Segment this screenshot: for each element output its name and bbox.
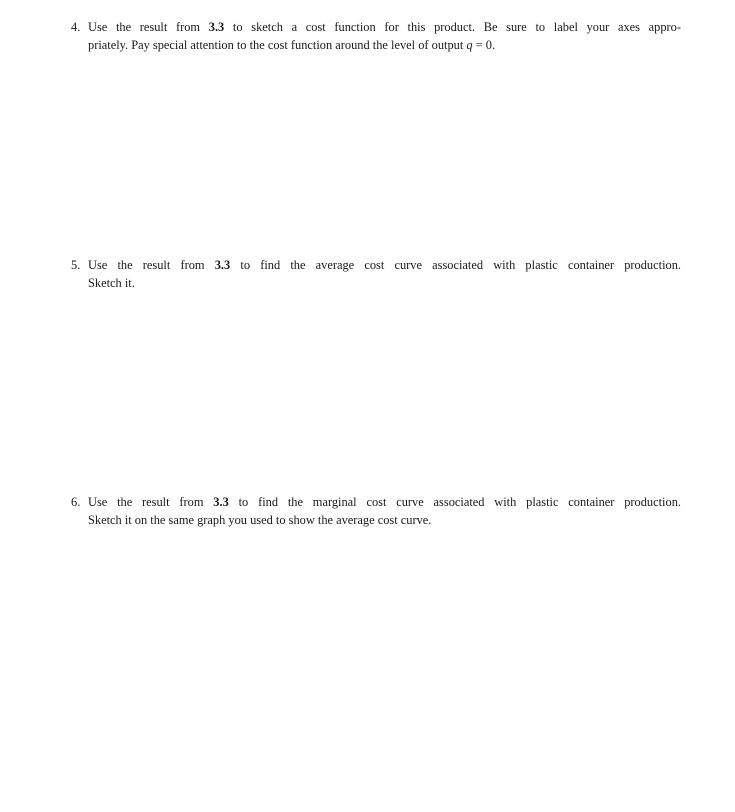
problem-5 — [71, 256, 681, 292]
problem-6-line-1 — [71, 493, 681, 511]
problem-text: to sketch a cost function for this product. Be sure to label your axes appro- — [224, 20, 681, 34]
problem-4-line-2 — [71, 36, 681, 54]
problem-5-line-1 — [71, 256, 681, 274]
problem-text: Use the result from — [88, 495, 214, 509]
section-reference: 3.3 — [208, 20, 225, 34]
problem-text: Use the result from — [88, 20, 209, 34]
problem-text: = 0. — [472, 38, 496, 52]
problem-4-line-1 — [71, 18, 681, 36]
problem-text: to find the average cost curve associated with plastic container production. — [230, 258, 681, 272]
problem-number: 6. — [71, 495, 81, 509]
math-variable: q — [466, 38, 473, 52]
problem-text: to find the marginal cost curve associated with plastic container production. — [228, 495, 681, 509]
problem-5-line-2: Sketch it. — [88, 276, 135, 290]
section-reference: 3.3 — [214, 258, 231, 272]
problem-number: 5. — [71, 258, 81, 272]
problem-text: priately. Pay special attention to the cost function around the level of output — [88, 38, 467, 52]
problem-number: 4. — [71, 20, 81, 34]
problem-text: Use the result from — [88, 258, 215, 272]
problem-6-line-2: Sketch it on the same graph you used to show the average cost curve. — [88, 513, 432, 527]
problem-6 — [71, 493, 681, 529]
section-reference: 3.3 — [213, 495, 229, 509]
problem-4 — [71, 18, 681, 54]
